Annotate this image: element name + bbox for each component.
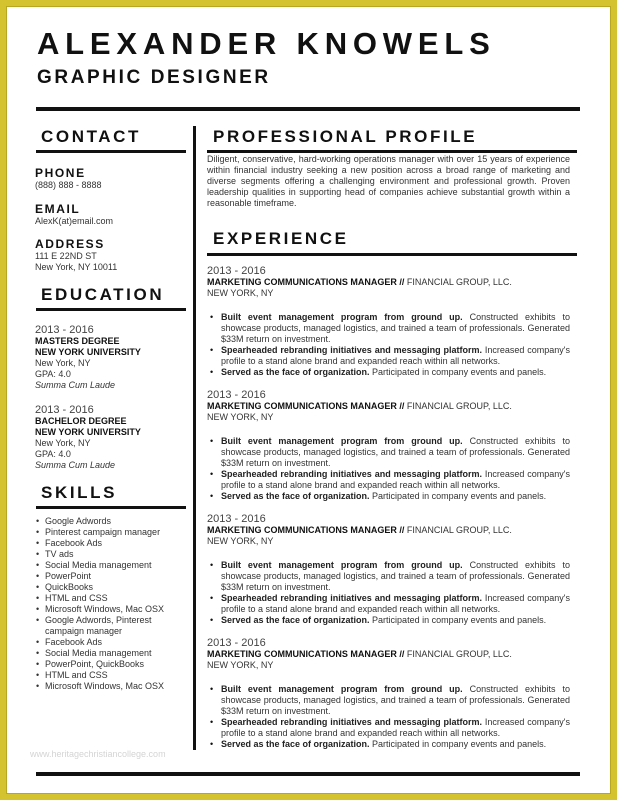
bullet-lead: Built event management program from ground up.	[221, 436, 463, 446]
job-title-line	[207, 401, 570, 412]
bullet-lead: Served as the face of organization.	[221, 739, 370, 749]
education-rule	[36, 308, 186, 311]
gpa: GPA: 4.0	[35, 449, 71, 459]
contact-heading: CONTACT	[41, 127, 142, 146]
address-line-2: New York, NY 10011	[35, 262, 118, 272]
bullet-text: Increased company's profile to a stand alone brand and expanded reach within all networks.	[221, 593, 571, 614]
skills-rule	[36, 506, 186, 509]
footer-rule	[36, 772, 580, 776]
company-name: FINANCIAL GROUP, LLC.	[404, 277, 512, 287]
email-value[interactable]: AlexK(at)email.com	[35, 216, 114, 226]
list-item	[207, 469, 570, 491]
column-divider	[193, 126, 196, 750]
list-item	[207, 739, 570, 750]
bullet-lead: Spearheaded rebranding initiatives and messaging platform.	[221, 717, 482, 727]
education-entry	[35, 404, 181, 471]
list-item	[207, 312, 570, 345]
bullet-text: Increased company's profile to a stand alone brand and expanded reach within all networks.	[221, 717, 571, 738]
experience-entry	[207, 389, 570, 502]
job-location: NEW YORK, NY	[207, 412, 274, 422]
list-item: • Microsoft Windows, Mac OSX	[35, 604, 181, 615]
gpa: GPA: 4.0	[35, 369, 71, 379]
job-bullets	[207, 312, 570, 378]
job-bullets	[207, 684, 570, 750]
education-entry	[35, 324, 181, 391]
address-label: ADDRESS	[35, 237, 105, 251]
education-dates: 2013 - 2016	[35, 324, 94, 336]
bullet-text: Participated in company events and panels.	[369, 615, 547, 625]
honors: Summa Cum Laude	[35, 460, 116, 470]
bullet-lead: Spearheaded rebranding initiatives and messaging platform.	[221, 469, 482, 479]
phone-label: PHONE	[35, 166, 86, 180]
bullet-text: Increased company's profile to a stand alone brand and expanded reach within all networks.	[221, 469, 571, 490]
company-name: FINANCIAL GROUP, LLC.	[404, 525, 512, 535]
list-item: • HTML and CSS	[35, 593, 181, 604]
job-location: NEW YORK, NY	[207, 660, 274, 670]
bullet-text: Increased company's profile to a stand alone brand and expanded reach within all networks.	[221, 345, 571, 366]
education-heading: EDUCATION	[41, 285, 165, 304]
bullet-lead: Built event management program from ground up.	[221, 312, 463, 322]
job-title: MARKETING COMMUNICATIONS MANAGER //	[207, 277, 405, 287]
job-title: MARKETING COMMUNICATIONS MANAGER //	[207, 525, 405, 535]
list-item: • Facebook Ads	[35, 538, 181, 549]
list-item: • Facebook Ads	[35, 637, 181, 648]
school-location: New York, NY	[35, 358, 91, 368]
list-item: • Social Media management	[35, 648, 181, 659]
contact-rule	[36, 150, 186, 153]
experience-entry	[207, 265, 570, 378]
address-line-1: 111 E 22ND ST	[35, 251, 97, 261]
list-item	[207, 436, 570, 469]
job-title-line	[207, 649, 570, 660]
bullet-text: Constructed exhibits to showcase products, managed logistics, and trained a team of professionals. Generated $33M return on investment.	[221, 436, 570, 468]
skills-list	[35, 516, 181, 692]
bullet-lead: Served as the face of organization.	[221, 491, 370, 501]
profile-rule	[207, 150, 577, 153]
candidate-name: ALEXANDER KNOWELS	[37, 26, 496, 61]
school-location: New York, NY	[35, 438, 91, 448]
degree-name: MASTERS DEGREE	[35, 336, 120, 346]
job-dates: 2013 - 2016	[207, 637, 266, 649]
degree-name: BACHELOR DEGREE	[35, 416, 127, 426]
bullet-text: Participated in company events and panels.	[369, 367, 547, 377]
school-name: NEW YORK UNIVERSITY	[35, 427, 141, 437]
bullet-lead: Built event management program from ground up.	[221, 684, 463, 694]
list-item	[207, 491, 570, 502]
bullet-text: Participated in company events and panels.	[369, 491, 547, 501]
job-title: MARKETING COMMUNICATIONS MANAGER //	[207, 649, 405, 659]
bullet-lead: Spearheaded rebranding initiatives and messaging platform.	[221, 345, 482, 355]
job-title: MARKETING COMMUNICATIONS MANAGER //	[207, 401, 405, 411]
bullet-lead: Spearheaded rebranding initiatives and messaging platform.	[221, 593, 482, 603]
list-item	[207, 684, 570, 717]
candidate-role: GRAPHIC DESIGNER	[37, 67, 271, 88]
list-item: • PowerPoint	[35, 571, 181, 582]
list-item	[207, 593, 570, 615]
list-item	[207, 615, 570, 626]
list-item: • Google Adwords	[35, 516, 181, 527]
job-dates: 2013 - 2016	[207, 389, 266, 401]
profile-heading: PROFESSIONAL PROFILE	[213, 127, 478, 146]
list-item	[207, 560, 570, 593]
profile-summary: Diligent, conservative, hard-working operations manager with over 15 years of experience within financial industry seeking a new position across a broad range of marketing and diverse segments offering a challenging environment and professional growth. Proven leadership qualities in supporting head of companies achieve substantial growth within a reasonable timeframe.	[207, 154, 570, 208]
job-bullets	[207, 560, 570, 626]
phone-value: (888) 888 - 8888	[35, 180, 102, 190]
list-item: • Microsoft Windows, Mac OSX	[35, 681, 181, 692]
list-item: • PowerPoint, QuickBooks	[35, 659, 181, 670]
bullet-lead: Built event management program from ground up.	[221, 560, 463, 570]
list-item: • HTML and CSS	[35, 670, 181, 681]
job-dates: 2013 - 2016	[207, 513, 266, 525]
job-location: NEW YORK, NY	[207, 536, 274, 546]
job-title-line	[207, 277, 570, 288]
experience-heading: EXPERIENCE	[213, 229, 349, 248]
watermark-text: www.heritagechristiancollege.com	[30, 749, 166, 759]
email-label: EMAIL	[35, 202, 81, 216]
experience-entry	[207, 513, 570, 626]
honors: Summa Cum Laude	[35, 380, 116, 390]
list-item: • Pinterest campaign manager	[35, 527, 181, 538]
job-title-line	[207, 525, 570, 536]
experience-entry	[207, 637, 570, 750]
list-item	[207, 345, 570, 367]
skills-heading: SKILLS	[41, 483, 118, 502]
bullet-text: Participated in company events and panels.	[369, 739, 547, 749]
header-rule	[36, 107, 580, 111]
school-name: NEW YORK UNIVERSITY	[35, 347, 141, 357]
list-item: • Google Adwords, Pinterest campaign manager	[35, 615, 181, 637]
bullet-text: Constructed exhibits to showcase products, managed logistics, and trained a team of professionals. Generated $33M return on investment.	[221, 560, 570, 592]
job-location: NEW YORK, NY	[207, 288, 274, 298]
company-name: FINANCIAL GROUP, LLC.	[404, 649, 512, 659]
list-item	[207, 717, 570, 739]
list-item: • Social Media management	[35, 560, 181, 571]
job-bullets	[207, 436, 570, 502]
company-name: FINANCIAL GROUP, LLC.	[404, 401, 512, 411]
experience-rule	[207, 253, 577, 256]
job-dates: 2013 - 2016	[207, 265, 266, 277]
education-dates: 2013 - 2016	[35, 404, 94, 416]
bullet-text: Constructed exhibits to showcase products, managed logistics, and trained a team of professionals. Generated $33M return on investment.	[221, 312, 570, 344]
phone-block	[35, 167, 181, 191]
bullet-text: Constructed exhibits to showcase products, managed logistics, and trained a team of professionals. Generated $33M return on investment.	[221, 684, 570, 716]
list-item	[207, 367, 570, 378]
address-block	[35, 238, 181, 273]
list-item: • QuickBooks	[35, 582, 181, 593]
email-block	[35, 203, 181, 227]
list-item: • TV ads	[35, 549, 181, 560]
bullet-lead: Served as the face of organization.	[221, 367, 370, 377]
bullet-lead: Served as the face of organization.	[221, 615, 370, 625]
